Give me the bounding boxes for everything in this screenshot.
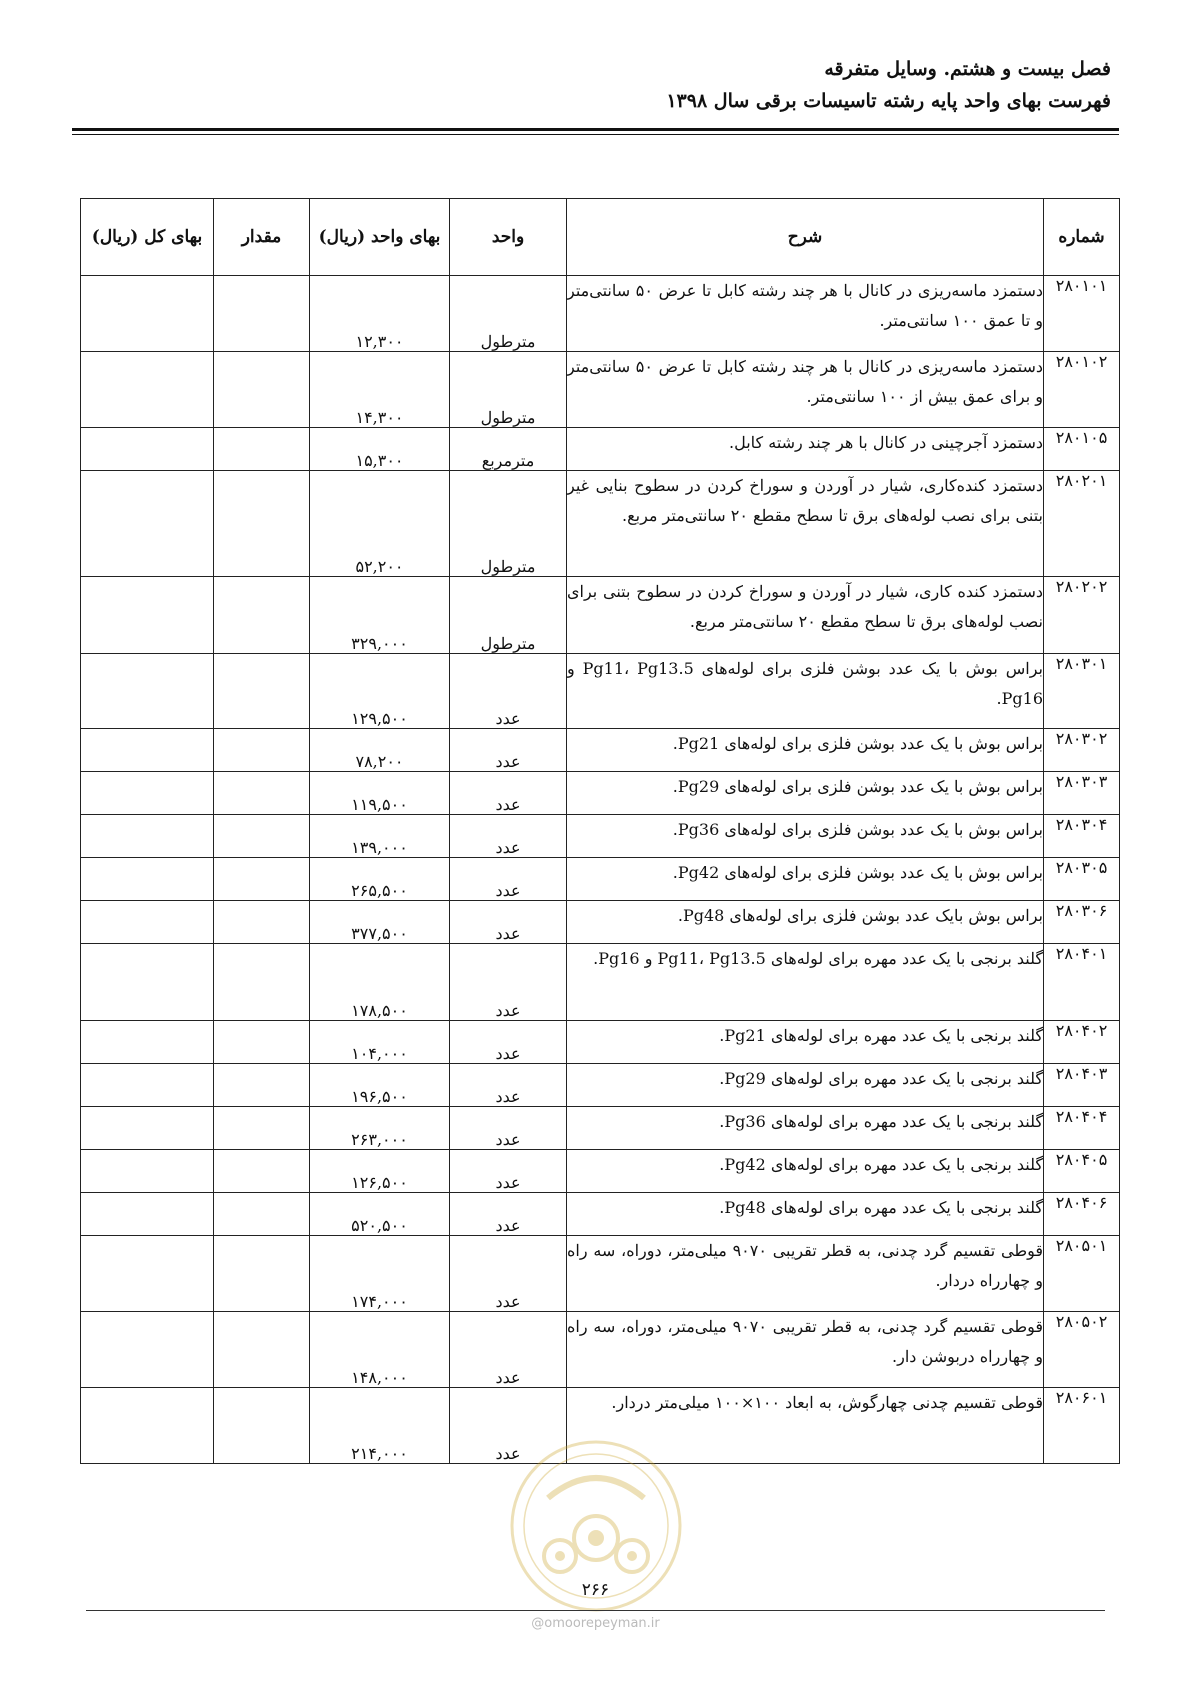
item-total-price (81, 276, 214, 352)
item-number: ۲۸۰۵۰۲ (1044, 1312, 1120, 1388)
item-description: گلند برنجی با یک عدد مهره برای لوله‌های Pg36. (567, 1107, 1044, 1150)
table-row (81, 428, 1120, 471)
item-quantity (214, 815, 310, 858)
item-unit-price: ۱۰۴,۰۰۰ (310, 1021, 450, 1064)
item-unit: عدد (450, 858, 567, 901)
item-description: قوطی تقسیم گرد چدنی، به قطر تقریبی ۹۰۷۰ میلی‌متر، دوراه، سه راه و چهارراه دردار. (567, 1236, 1044, 1312)
table-row (81, 1021, 1120, 1064)
page-header (80, 58, 1111, 112)
item-unit-price: ۷۸,۲۰۰ (310, 729, 450, 772)
table-row (81, 352, 1120, 428)
item-unit: عدد (450, 1388, 567, 1464)
table-row (81, 471, 1120, 577)
item-unit-price: ۱۷۸,۵۰۰ (310, 944, 450, 1021)
item-quantity (214, 471, 310, 577)
item-total-price (81, 1312, 214, 1388)
item-total-price (81, 1150, 214, 1193)
item-description: قوطی تقسیم گرد چدنی، به قطر تقریبی ۹۰۷۰ میلی‌متر، دوراه، سه راه و چهارراه دربوشن دار. (567, 1312, 1044, 1388)
item-description: دستمزد آجرچینی در کانال با هر چند رشته کابل. (567, 428, 1044, 471)
table-row (81, 815, 1120, 858)
item-unit: عدد (450, 1236, 567, 1312)
item-description: گلند برنجی با یک عدد مهره برای لوله‌های Pg29. (567, 1064, 1044, 1107)
item-unit: عدد (450, 1064, 567, 1107)
item-quantity (214, 772, 310, 815)
item-unit-price: ۱۳۹,۰۰۰ (310, 815, 450, 858)
item-description: دستمزد ماسه‌ریزی در کانال با هر چند رشته کابل تا عرض ۵۰ سانتی‌متر و تا عمق ۱۰۰ سانتی‌متر. (567, 276, 1044, 352)
item-quantity (214, 901, 310, 944)
column-header-description: شرح (567, 199, 1044, 276)
item-description: قوطی تقسیم چدنی چهارگوش، به ابعاد ۱۰۰×۱۰۰ میلی‌متر دردار. (567, 1388, 1044, 1464)
item-total-price (81, 352, 214, 428)
item-description: براس بوش بایک عدد بوشن فلزی برای لوله‌های Pg48. (567, 901, 1044, 944)
website-watermark: @omoorepeyman.ir (531, 1616, 660, 1631)
item-total-price (81, 471, 214, 577)
item-quantity (214, 1064, 310, 1107)
item-total-price (81, 901, 214, 944)
item-number: ۲۸۰۴۰۱ (1044, 944, 1120, 1021)
item-description: دستمزد کنده‌کاری، شیار در آوردن و سوراخ کردن در سطوح بنایی غیر بتنی برای نصب لوله‌های برق تا سطح مقطع ۲۰ سانتی‌متر مربع. (567, 471, 1044, 577)
item-description: گلند برنجی با یک عدد مهره برای لوله‌های Pg11، Pg13.5 و Pg16. (567, 944, 1044, 1021)
item-unit-price: ۲۶۳,۰۰۰ (310, 1107, 450, 1150)
table-row (81, 944, 1120, 1021)
item-number: ۲۸۰۱۰۵ (1044, 428, 1120, 471)
table-row (81, 1107, 1120, 1150)
table-row (81, 858, 1120, 901)
table-row (81, 1064, 1120, 1107)
item-description: دستمزد ماسه‌ریزی در کانال با هر چند رشته کابل تا عرض ۵۰ سانتی‌متر و برای عمق بیش از ۱۰۰ سانتی‌متر. (567, 352, 1044, 428)
item-unit: عدد (450, 654, 567, 729)
price-list-table (80, 198, 1120, 1464)
item-quantity (214, 1236, 310, 1312)
header-rule-thick (72, 128, 1119, 131)
item-total-price (81, 815, 214, 858)
item-unit-price: ۱۴۸,۰۰۰ (310, 1312, 450, 1388)
item-description: دستمزد کنده کاری، شیار در آوردن و سوراخ کردن در سطوح بتنی برای نصب لوله‌های برق تا سطح مقطع ۲۰ سانتی‌متر مربع. (567, 577, 1044, 654)
item-total-price (81, 772, 214, 815)
table-header-row (81, 199, 1120, 276)
item-number: ۲۸۰۳۰۳ (1044, 772, 1120, 815)
item-unit: عدد (450, 1021, 567, 1064)
item-unit: عدد (450, 1312, 567, 1388)
header-rule-thin (72, 134, 1119, 135)
item-total-price (81, 729, 214, 772)
item-unit-price: ۱۷۴,۰۰۰ (310, 1236, 450, 1312)
item-unit-price: ۱۵,۳۰۰ (310, 428, 450, 471)
item-description: گلند برنجی با یک عدد مهره برای لوله‌های Pg48. (567, 1193, 1044, 1236)
table-row (81, 1150, 1120, 1193)
page-number: ۲۶۶ (581, 1580, 610, 1600)
item-total-price (81, 577, 214, 654)
item-total-price (81, 428, 214, 471)
item-description: براس بوش با یک عدد بوشن فلزی برای لوله‌های Pg42. (567, 858, 1044, 901)
item-unit: عدد (450, 772, 567, 815)
item-quantity (214, 276, 310, 352)
item-unit-price: ۱۴,۳۰۰ (310, 352, 450, 428)
item-unit: عدد (450, 729, 567, 772)
item-description: براس بوش با یک عدد بوشن فلزی برای لوله‌های Pg11، Pg13.5 و Pg16. (567, 654, 1044, 729)
table-row (81, 729, 1120, 772)
item-number: ۲۸۰۶۰۱ (1044, 1388, 1120, 1464)
column-header-quantity: مقدار (214, 199, 310, 276)
item-quantity (214, 1021, 310, 1064)
table-row (81, 901, 1120, 944)
table-row (81, 1312, 1120, 1388)
item-total-price (81, 1236, 214, 1312)
item-number: ۲۸۰۱۰۱ (1044, 276, 1120, 352)
document-subtitle: فهرست بهای واحد پایه رشته تاسیسات برقی سال ۱۳۹۸ (666, 90, 1111, 112)
item-unit-price: ۵۲۰,۵۰۰ (310, 1193, 450, 1236)
item-total-price (81, 858, 214, 901)
item-number: ۲۸۰۲۰۱ (1044, 471, 1120, 577)
item-quantity (214, 858, 310, 901)
table-row (81, 1193, 1120, 1236)
item-number: ۲۸۰۴۰۶ (1044, 1193, 1120, 1236)
item-unit: مترطول (450, 577, 567, 654)
item-total-price (81, 1021, 214, 1064)
item-total-price (81, 1064, 214, 1107)
item-number: ۲۸۰۴۰۴ (1044, 1107, 1120, 1150)
item-unit: مترطول (450, 471, 567, 577)
item-unit: عدد (450, 1193, 567, 1236)
chapter-title: فصل بیست و هشتم. وسایل متفرقه (824, 58, 1111, 80)
table-row (81, 577, 1120, 654)
item-quantity (214, 654, 310, 729)
item-unit: مترمربع (450, 428, 567, 471)
item-total-price (81, 1107, 214, 1150)
item-description: گلند برنجی با یک عدد مهره برای لوله‌های Pg42. (567, 1150, 1044, 1193)
item-description: براس بوش با یک عدد بوشن فلزی برای لوله‌های Pg29. (567, 772, 1044, 815)
item-quantity (214, 352, 310, 428)
item-unit-price: ۱۲,۳۰۰ (310, 276, 450, 352)
item-description: گلند برنجی با یک عدد مهره برای لوله‌های Pg21. (567, 1021, 1044, 1064)
item-quantity (214, 1193, 310, 1236)
item-unit: عدد (450, 901, 567, 944)
item-unit-price: ۳۷۷,۵۰۰ (310, 901, 450, 944)
item-unit-price: ۵۲,۲۰۰ (310, 471, 450, 577)
table-row (81, 1236, 1120, 1312)
item-number: ۲۸۰۳۰۱ (1044, 654, 1120, 729)
item-unit: مترطول (450, 352, 567, 428)
item-number: ۲۸۰۴۰۲ (1044, 1021, 1120, 1064)
item-unit-price: ۲۱۴,۰۰۰ (310, 1388, 450, 1464)
item-unit-price: ۱۲۶,۵۰۰ (310, 1150, 450, 1193)
item-total-price (81, 1388, 214, 1464)
item-quantity (214, 944, 310, 1021)
item-quantity (214, 729, 310, 772)
item-number: ۲۸۰۳۰۵ (1044, 858, 1120, 901)
item-unit-price: ۱۲۹,۵۰۰ (310, 654, 450, 729)
column-header-total-price: بهای کل (ریال) (81, 199, 214, 276)
item-total-price (81, 944, 214, 1021)
column-header-unit: واحد (450, 199, 567, 276)
item-quantity (214, 1107, 310, 1150)
item-quantity (214, 1388, 310, 1464)
item-unit-price: ۳۲۹,۰۰۰ (310, 577, 450, 654)
item-total-price (81, 1193, 214, 1236)
item-number: ۲۸۰۳۰۲ (1044, 729, 1120, 772)
table-row (81, 654, 1120, 729)
item-number: ۲۸۰۱۰۲ (1044, 352, 1120, 428)
item-unit-price: ۲۶۵,۵۰۰ (310, 858, 450, 901)
item-unit-price: ۱۹۶,۵۰۰ (310, 1064, 450, 1107)
footer-rule (86, 1610, 1105, 1611)
item-unit: مترطول (450, 276, 567, 352)
column-header-unit-price: بهای واحد (ریال) (310, 199, 450, 276)
item-unit: عدد (450, 1107, 567, 1150)
item-quantity (214, 1150, 310, 1193)
item-total-price (81, 654, 214, 729)
item-description: براس بوش با یک عدد بوشن فلزی برای لوله‌های Pg36. (567, 815, 1044, 858)
item-number: ۲۸۰۴۰۳ (1044, 1064, 1120, 1107)
table-row (81, 772, 1120, 815)
item-quantity (214, 577, 310, 654)
item-quantity (214, 1312, 310, 1388)
item-number: ۲۸۰۴۰۵ (1044, 1150, 1120, 1193)
item-unit: عدد (450, 1150, 567, 1193)
table-row (81, 276, 1120, 352)
item-quantity (214, 428, 310, 471)
item-number: ۲۸۰۵۰۱ (1044, 1236, 1120, 1312)
item-unit: عدد (450, 815, 567, 858)
column-header-number: شماره (1044, 199, 1120, 276)
item-number: ۲۸۰۲۰۲ (1044, 577, 1120, 654)
item-number: ۲۸۰۳۰۴ (1044, 815, 1120, 858)
item-description: براس بوش با یک عدد بوشن فلزی برای لوله‌های Pg21. (567, 729, 1044, 772)
item-number: ۲۸۰۳۰۶ (1044, 901, 1120, 944)
item-unit: عدد (450, 944, 567, 1021)
item-unit-price: ۱۱۹,۵۰۰ (310, 772, 450, 815)
